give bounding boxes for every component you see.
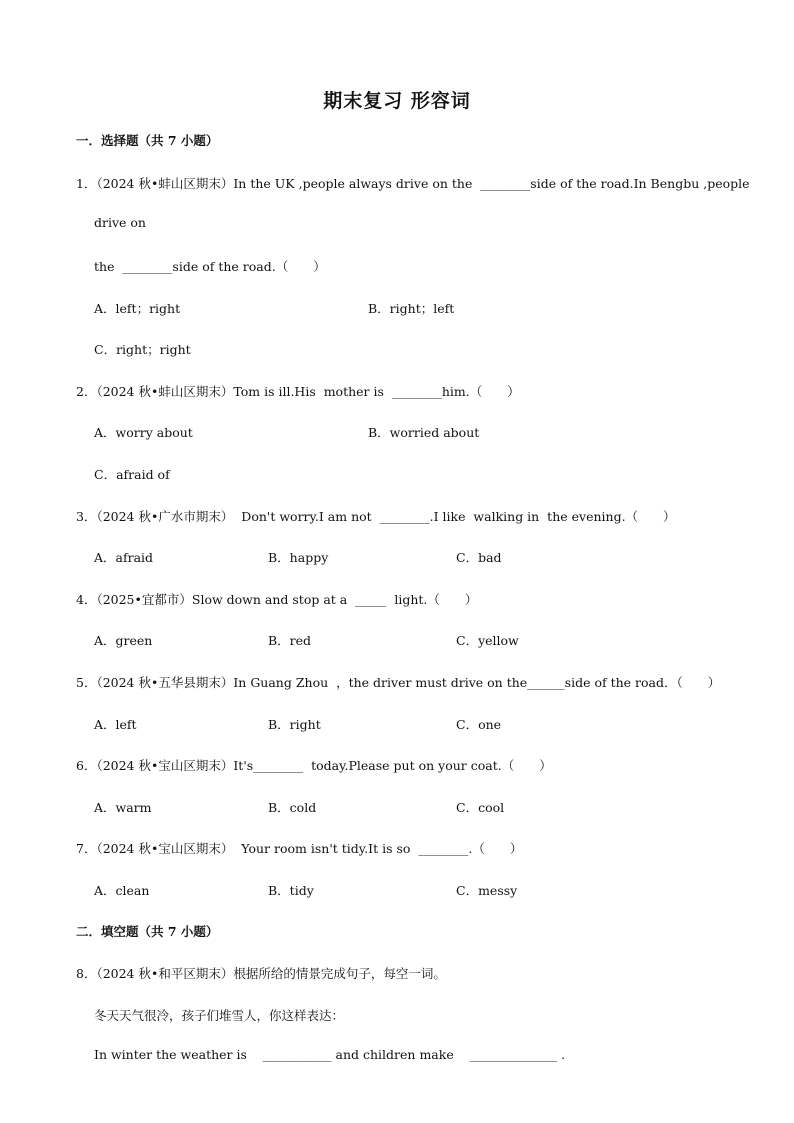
question-3-line-1: 3．（2024 秋•广水市期末） Don't worry.I am not ________.I like walking in the evening.（ ） xyxy=(76,509,676,524)
question-1-option-b[interactable]: B．right；left xyxy=(368,301,455,316)
question-1-option-a[interactable]: A．left；right xyxy=(94,301,181,316)
question-4-option-b[interactable]: B．red xyxy=(268,633,312,648)
question-1-line-3: the ________side of the road.（ ） xyxy=(94,259,326,274)
question-6-option-c[interactable]: C．cool xyxy=(456,800,505,815)
question-2-option-b[interactable]: B．worried about xyxy=(368,425,480,440)
question-3-option-b[interactable]: B．happy xyxy=(268,550,329,565)
question-8-line-3: In winter the weather is ___________ and children make ______________ . xyxy=(94,1047,566,1062)
page-title: 期末复习 形容词 xyxy=(323,90,471,112)
question-4-option-c[interactable]: C．yellow xyxy=(456,633,519,648)
question-6-option-b[interactable]: B．cold xyxy=(268,800,317,815)
question-2-option-c[interactable]: C．afraid of xyxy=(94,467,170,482)
question-4-option-a[interactable]: A．green xyxy=(94,633,153,648)
question-2-line-1: 2．（2024 秋•蚌山区期末）Tom is ill.His mother is ________him.（ ） xyxy=(76,384,520,399)
question-8-line-1: 8．（2024 秋•和平区期末）根据所给的情景完成句子，每空一词。 xyxy=(76,966,446,981)
question-3-option-c[interactable]: C．bad xyxy=(456,550,502,565)
question-5-line-1: 5．（2024 秋•五华县期末）In Guang Zhou ，the driver must drive on the______side of the road．（ ） xyxy=(76,675,721,690)
question-1-line-2: drive on xyxy=(94,215,146,230)
question-7-line-1: 7．（2024 秋•宝山区期末） Your room isn't tidy.It is so ________.（ ） xyxy=(76,841,523,856)
section-heading-fill: 二．填空题（共 7 小题） xyxy=(76,924,219,939)
question-5-option-b[interactable]: B．right xyxy=(268,717,321,732)
question-7-option-a[interactable]: A．clean xyxy=(94,883,150,898)
question-2-option-a[interactable]: A．worry about xyxy=(94,425,193,440)
question-4-line-1: 4．（2025•宜都市）Slow down and stop at a _____ light.（ ） xyxy=(76,592,478,607)
question-1-line-1: 1．（2024 秋•蚌山区期末）In the UK ,people always drive on the ________side of the road.In Bengbu ,people xyxy=(76,176,750,191)
question-6-option-a[interactable]: A．warm xyxy=(94,800,152,815)
question-7-option-c[interactable]: C．messy xyxy=(456,883,518,898)
question-8-line-2: 冬天天气很冷，孩子们堆雪人，你这样表达： xyxy=(94,1008,345,1023)
section-heading-choice: 一．选择题（共 7 小题） xyxy=(76,133,219,148)
question-5-option-c[interactable]: C．one xyxy=(456,717,502,732)
question-6-line-1: 6．（2024 秋•宝山区期末）It's________ today.Please put on your coat.（ ） xyxy=(76,758,552,773)
question-1-option-c[interactable]: C．right；right xyxy=(94,342,191,357)
question-3-option-a[interactable]: A．afraid xyxy=(94,550,154,565)
question-5-option-a[interactable]: A．left xyxy=(94,717,137,732)
question-7-option-b[interactable]: B．tidy xyxy=(268,883,314,898)
